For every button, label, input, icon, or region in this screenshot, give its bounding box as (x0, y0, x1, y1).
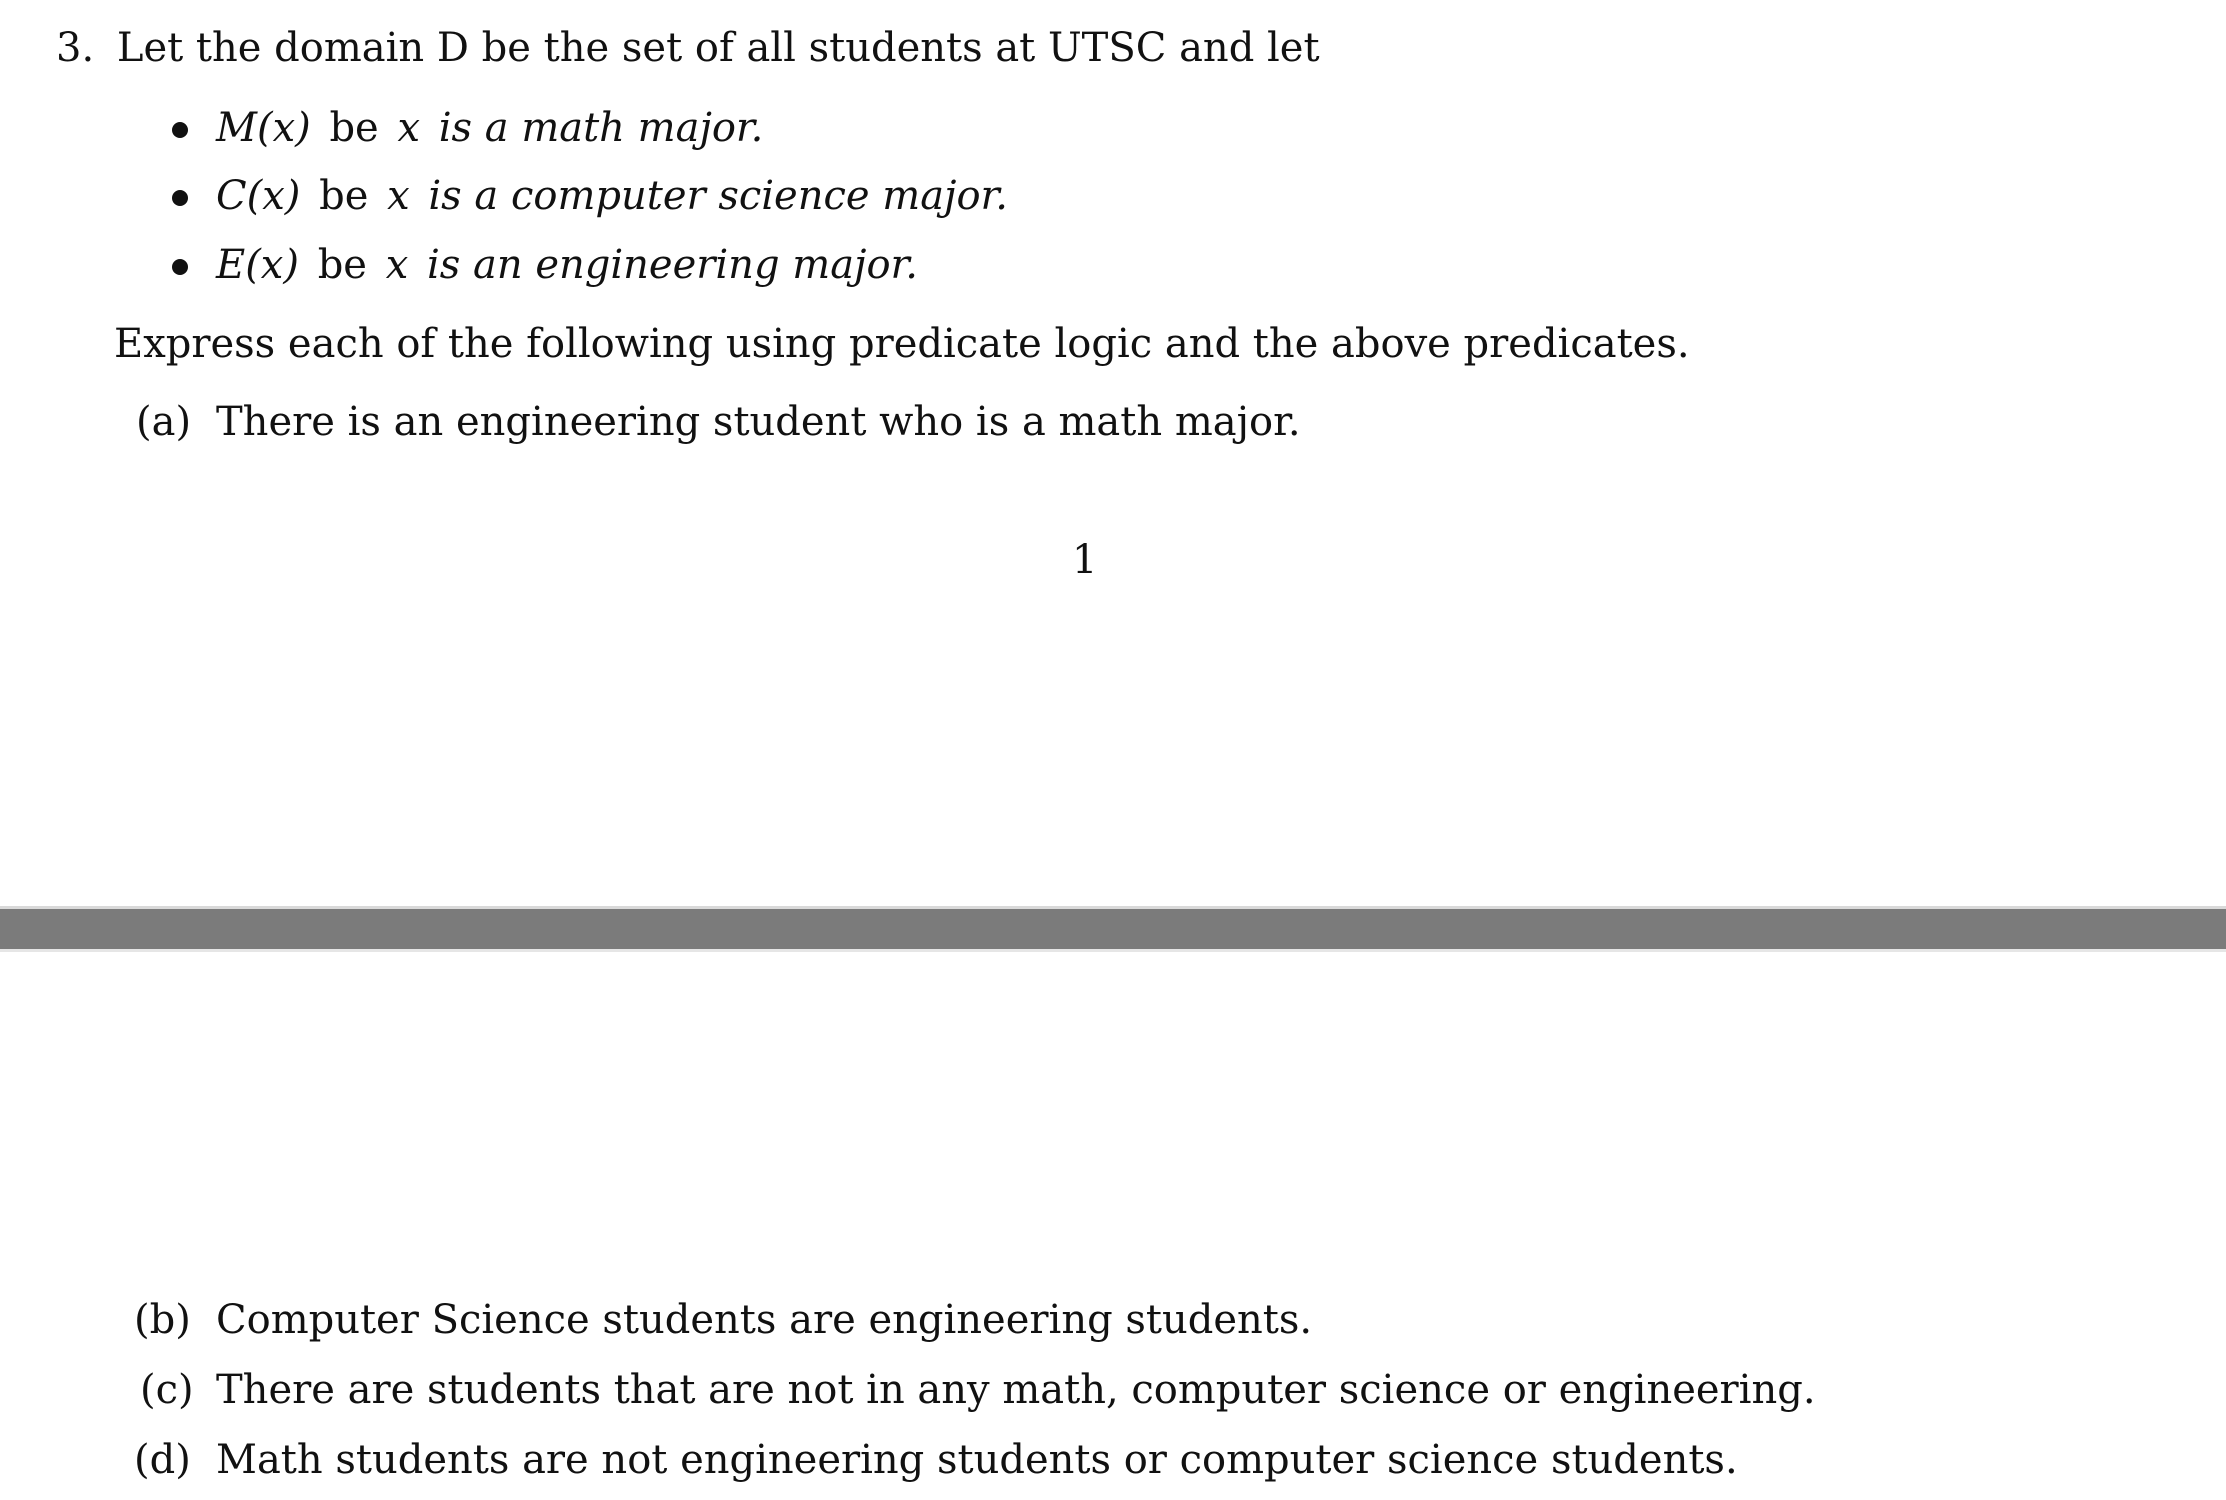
predicate-var: x (385, 242, 409, 288)
predicate-var: x (397, 105, 421, 151)
part-c-text: There are students that are not in any math, computer science or engineering. (216, 1367, 1816, 1413)
predicate-symbol: M(x) (216, 105, 311, 151)
part-b-label: (b) (134, 1297, 191, 1343)
predicate-m (216, 104, 763, 152)
predicate-e (216, 241, 918, 289)
predicate-var: x (387, 173, 410, 219)
page-2 (0, 952, 2226, 1500)
bullet-icon (172, 259, 188, 275)
part-a-label: (a) (136, 399, 192, 445)
predicate-symbol: C(x) (216, 173, 301, 219)
problem-heading (56, 24, 1320, 72)
problem-intro: Let the domain D be the set of all students at UTSC and let (116, 25, 1320, 71)
part-c-label: (c) (140, 1367, 194, 1413)
part-b-text: Computer Science students are engineering students. (216, 1297, 1313, 1343)
predicate-description: is a math major. (438, 105, 764, 151)
part-d-text: Math students are not engineering students or computer science students. (216, 1437, 1738, 1483)
part-a-text: There is an engineering student who is a math major. (216, 399, 1301, 445)
part-d-label: (d) (134, 1437, 191, 1483)
predicate-c (216, 172, 1008, 220)
bullet-icon (172, 190, 188, 206)
predicate-verb: be (317, 242, 367, 288)
bullet-icon (172, 122, 188, 138)
instruction: Express each of the following using predicate logic and the above predicates. (114, 321, 1690, 367)
predicate-description: is a computer science major. (428, 173, 1008, 219)
problem-number: 3. (56, 25, 95, 71)
predicate-symbol: E(x) (216, 242, 299, 288)
predicate-description: is an engineering major. (426, 242, 918, 288)
predicate-verb: be (329, 105, 379, 151)
predicate-verb: be (319, 173, 369, 219)
page-number: 1 (1072, 537, 1098, 583)
page-separator (0, 906, 2226, 952)
